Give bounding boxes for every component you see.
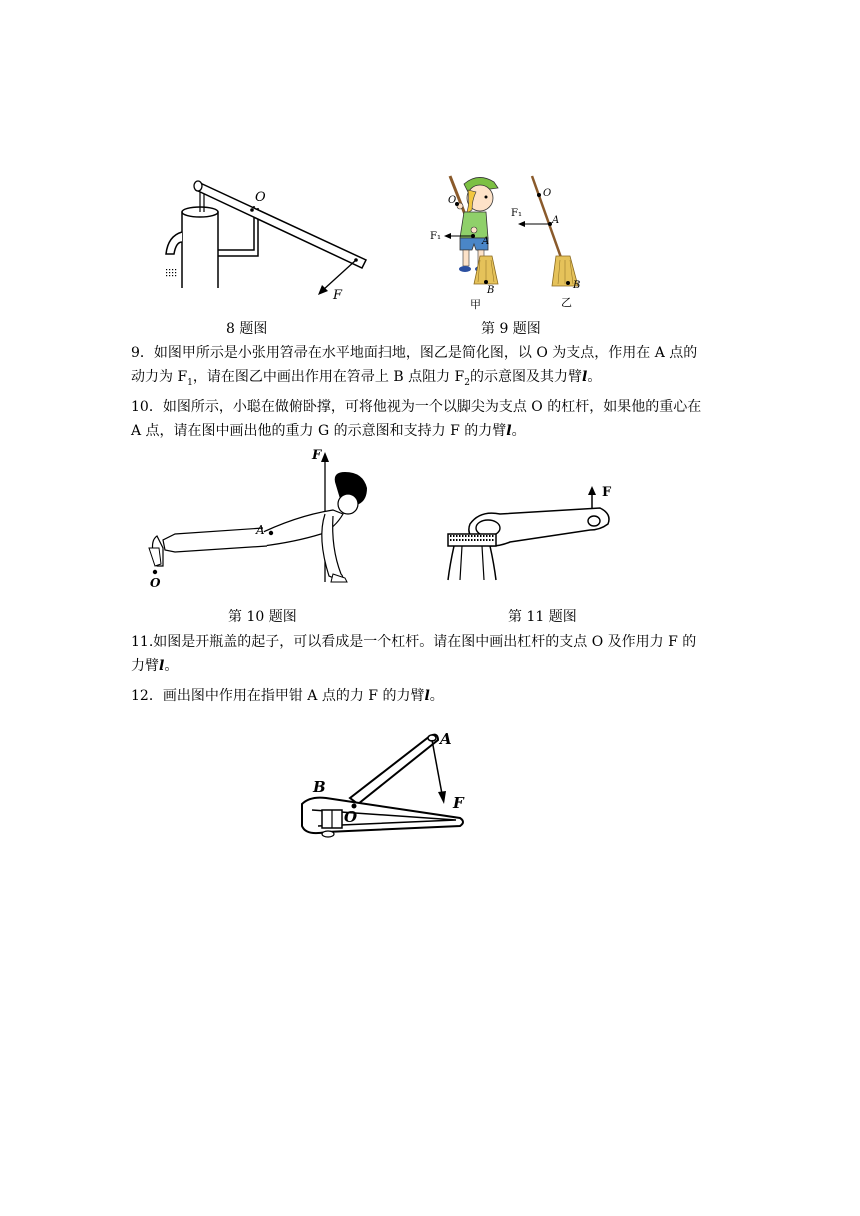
fig8-label-f: F [333, 288, 343, 303]
fig9-yi-label: 乙 [561, 296, 572, 309]
fig9-jia-label-o: O [448, 195, 457, 206]
fig9-jia-label-b: B [487, 285, 495, 296]
fig11-caption: 第 11 题图 [508, 609, 577, 625]
fig12-label-o: O [344, 808, 358, 826]
question-9-line-1: 9．如图甲所示是小张用笤帚在水平地面扫地，图乙是简化图，以 O 为支点，作用在 A 点的 [131, 345, 698, 361]
fig9-yi-label-b: B [573, 280, 581, 291]
fig12-label-a: A [440, 730, 452, 748]
fig10-caption: 第 10 题图 [228, 609, 297, 625]
question-10-line-2: A 点，请在图中画出他的重力 G 的示意图和支持力 F 的力臂l。 [131, 423, 526, 439]
fig8-caption: 8 题图 [226, 321, 268, 337]
question-12 [131, 684, 731, 708]
fig8-label-o: O [255, 190, 266, 205]
fig9-jia-label: 甲 [470, 298, 481, 311]
fig11-label-f: F [602, 485, 612, 500]
question-11 [131, 630, 731, 678]
fig12-label-b: B [313, 778, 326, 796]
question-9 [131, 341, 731, 395]
question-12-line-1: 12．画出图中作用在指甲钳 A 点的力 F 的力臂l。 [131, 688, 444, 704]
fig9-yi-label-a: A [552, 215, 560, 226]
fig9-jia-label-a: A [482, 236, 490, 247]
fig9-yi-label-o: O [543, 188, 552, 199]
fig9-yi-label-f1: F₁ [511, 208, 522, 219]
question-11-line-2: 力臂l。 [131, 658, 179, 674]
figure-8-pump-lever [160, 172, 380, 304]
figure-10-pushup [145, 448, 375, 596]
fig10-label-a: A [256, 523, 265, 537]
question-10 [131, 395, 731, 443]
figure-11-bottle-opener [440, 484, 620, 584]
question-9-line-2: 动力为 $F_1$，请在图乙中画出作用在笤帚上 B 点阻力 $F_2$的示意图及其力臂l。 [131, 369, 602, 388]
question-11-line-1: 11.如图是开瓶盖的起子，可以看成是一个杠杆。请在图中画出杠杆的支点 O 及作用力 F 的 [131, 634, 697, 650]
fig10-label-o: O [150, 576, 161, 590]
fig9-caption: 第 9 题图 [481, 321, 541, 337]
fig10-label-f: F [312, 448, 322, 463]
fig9-jia-label-f1: F₁ [430, 231, 441, 242]
question-10-line-1: 10．如图所示，小聪在做俯卧撑，可将他视为一个以脚尖为支点 O 的杠杆，如果他的重心在 [131, 399, 702, 415]
fig12-label-f: F [453, 794, 464, 812]
